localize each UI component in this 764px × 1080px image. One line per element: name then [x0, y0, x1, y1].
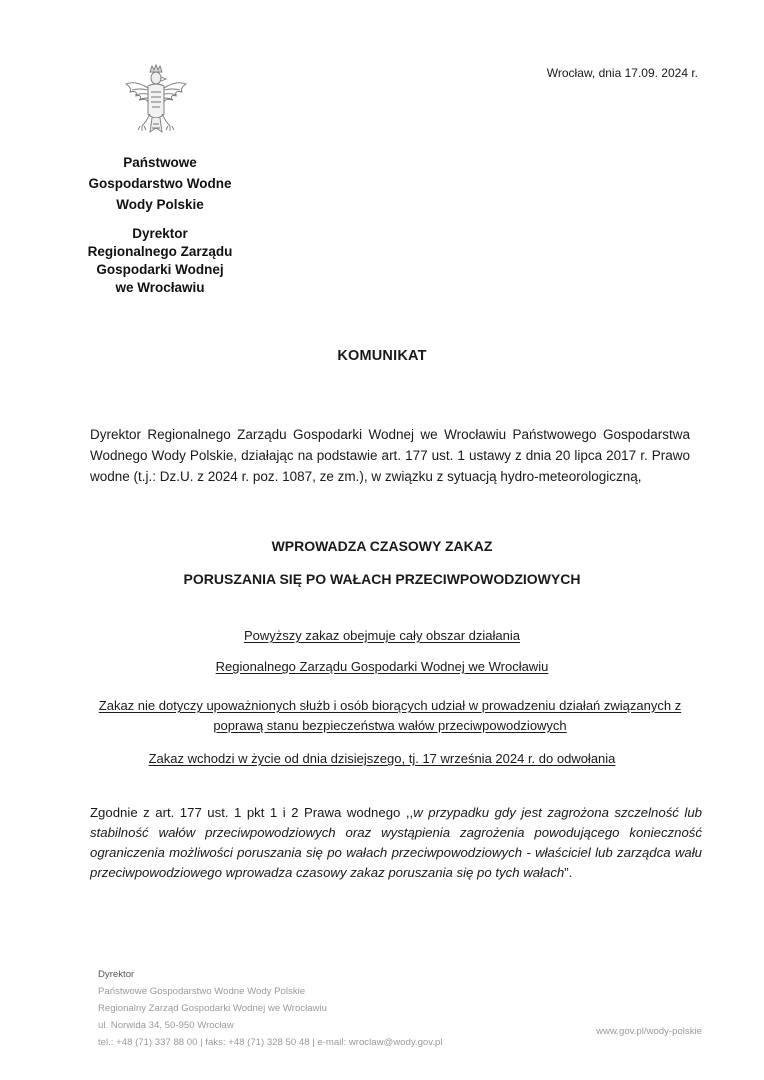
issuer-line: we Wrocławiu [115, 280, 205, 295]
exemption-line-2: poprawą stanu bezpieczeństwa wałów przeciwpowodziowych [213, 718, 567, 733]
footer-heading: Dyrektor [98, 969, 135, 980]
scope-line-2: Regionalnego Zarządu Gospodarki Wodnej we Wrocławiu [215, 659, 549, 674]
org-line: Gospodarstwo Wodne [88, 176, 232, 191]
effective-line: Zakaz wchodzi w życie od dnia dzisiejszego, tj. 17 września 2024 r. do odwołania [148, 751, 616, 766]
org-line: Państwowe [123, 155, 197, 170]
footer-contact: tel.: +48 (71) 337 88 00 | faks: +48 (71) 328 50 48 | e-mail: wroclaw@wody.gov.pl [98, 1037, 443, 1048]
footer-address [98, 966, 518, 1051]
document-date: Wrocław, dnia 17.09. 2024 r. [546, 66, 698, 80]
organization-name [60, 152, 260, 215]
org-line: Wody Polskie [116, 197, 204, 212]
issuer-name [60, 225, 260, 297]
footer-line: Regionalny Zarząd Gospodarki Wodnej we Wrocławiu [98, 1003, 327, 1014]
footer-line: ul. Norwida 34, 50-950 Wrocław [98, 1020, 234, 1031]
document-title: KOMUNIKAT [337, 348, 427, 364]
exemption-line-1: Zakaz nie dotyczy upoważnionych służb i osób biorących udział w prowadzeniu działań związanych z [98, 698, 682, 713]
issuer-line: Dyrektor [132, 226, 188, 241]
footer-website: www.gov.pl/wody-polskie [596, 1026, 702, 1037]
polish-eagle-icon [118, 62, 194, 142]
legal-quote: w przypadku gdy jest zagrożona szczelność lub stabilność wałów przeciwpowodziowych oraz wystąpienia zagrożenia powodującego konieczność ograniczenia możliwości poruszania się po wałach przeciwpowodziowych - właściciel lub zarządca wału przeciwpowodziowego wprowadza czasowy zakaz poruszania się po tych wałach [90, 805, 702, 880]
issuer-line: Gospodarki Wodnej [96, 262, 224, 277]
scope-clause-cont [0, 659, 764, 674]
intro-paragraph: Dyrektor Regionalnego Zarządu Gospodarki Wodnej we Wrocławiu Państwowego Gospodarstwa Wodnego Wody Polskie, działając na podstawie art. 177 ust. 1 ustawy z dnia 20 lipca 2017 r. Prawo wodne (t.j.: Dz.U. z 2024 r. poz. 1087, ze zm.), w związku z sytuacją hydro-meteorologiczną, [90, 427, 690, 484]
exemption-clause [90, 696, 690, 736]
legal-basis-paragraph [90, 803, 702, 883]
scope-clause [0, 628, 764, 643]
footer-line: Państwowe Gospodarstwo Wodne Wody Polskie [98, 986, 306, 997]
ban-subheading: PORUSZANIA SIĘ PO WAŁACH PRZECIWPOWODZIOWYCH [183, 571, 581, 587]
scope-line-1: Powyższy zakaz obejmuje cały obszar działania [243, 628, 520, 643]
issuer-line: Regionalnego Zarządu [87, 244, 233, 259]
legal-lead: Zgodnie z art. 177 ust. 1 pkt 1 i 2 Prawa wodnego ,, [90, 805, 414, 820]
ban-heading: WPROWADZA CZASOWY ZAKAZ [271, 538, 493, 554]
legal-end: ”. [564, 865, 573, 880]
effective-clause [0, 751, 764, 766]
